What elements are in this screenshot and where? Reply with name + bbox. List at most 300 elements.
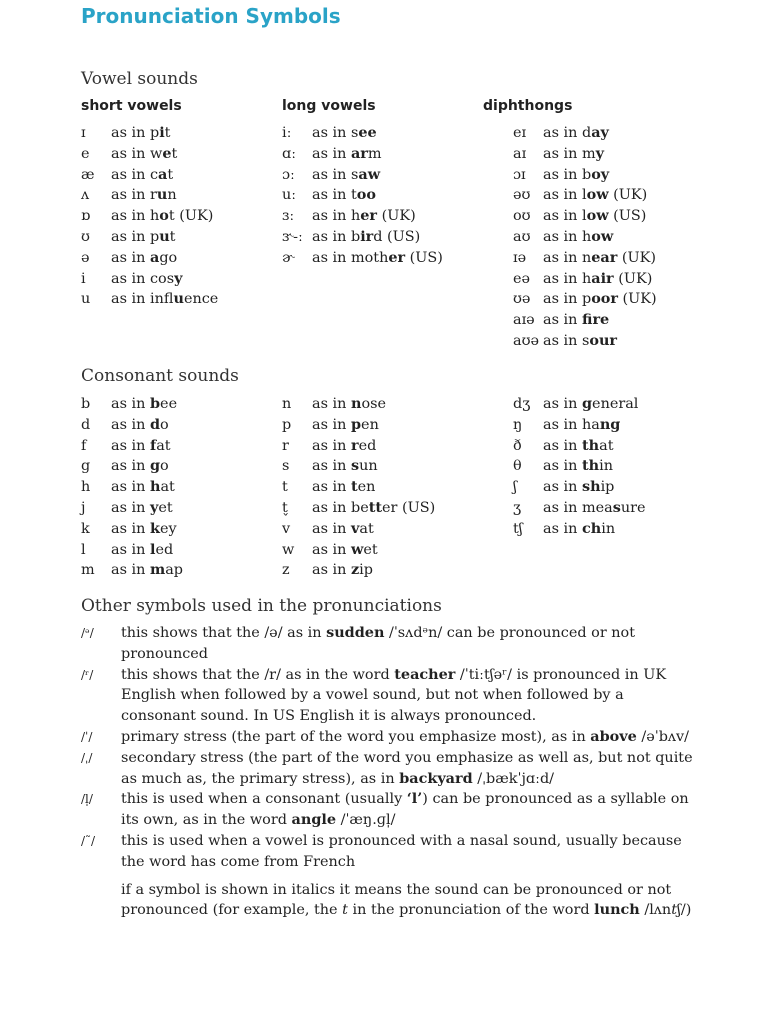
ipa-symbol: ʃ [513,479,517,496]
text-run: o [160,416,169,433]
example-word [543,206,646,227]
text-run: be [350,499,369,516]
text-run: p [149,228,160,245]
example-prefix: as in [543,520,582,537]
text-run: s [350,125,359,141]
ipa-symbol: əʊ [513,187,531,204]
page-title: Pronunciation Symbols [81,4,341,28]
example-word [111,206,213,227]
text-run: /lʌn [639,902,672,919]
example-prefix: as in [543,145,582,162]
text-run: r [350,436,359,454]
example-word [111,498,173,519]
ipa-symbol: ɪ [81,125,86,141]
example-prefix: as in [543,228,582,245]
ipa-symbol: aʊ [513,228,531,245]
text-run: t [171,145,178,162]
other-symbol-row [81,665,701,727]
example-prefix: as in [312,458,351,475]
ipa-symbol: ð [513,437,522,454]
text-run: at [359,520,374,537]
other-symbols-heading: Other symbols used in the pronunciations [81,596,442,616]
text-run: angle [291,811,337,829]
other-symbol: /ˌ/ [81,750,93,765]
ipa-symbol: z [282,562,290,579]
example-prefix: as in [312,166,351,183]
ipa-symbol: aɪ [513,145,527,162]
example-word [312,477,375,498]
example-prefix: as in [312,541,351,558]
example-prefix: as in [111,145,150,162]
ipa-symbol: v [282,520,291,537]
ipa-symbol: ɜː [282,208,295,225]
example-prefix: as in [111,208,150,225]
ipa-symbol: k [81,520,90,537]
example-word [312,519,374,540]
text-run: y [595,144,605,162]
diphthongs-heading: diphthongs [483,98,573,114]
text-run: this is used when a vowel is pronounced with a nasal sound, usually because the word has come from French [121,832,682,870]
text-run: f [149,436,157,454]
text-run: ‘l’ [406,790,423,808]
text-run: o [159,207,169,225]
ipa-symbol: uː [282,187,297,204]
ipa-symbol: t [282,479,288,496]
text-run: (UK) [174,208,214,225]
example-word [312,227,420,248]
ipa-symbol: eɪ [513,125,527,141]
example-word [543,394,638,415]
text-run: ha [581,416,600,433]
ipa-symbol: w [282,541,295,558]
text-run: cos [149,270,175,287]
other-symbol-row [81,748,701,790]
other-symbol-description [121,831,701,873]
ipa-symbol: t̬ [282,499,288,516]
text-run: (UK) [608,187,648,204]
text-run: (UK) [613,270,653,287]
example-word [543,415,620,436]
text-run: w [350,540,364,558]
example-prefix: as in [543,208,582,225]
text-run: ow [586,186,609,204]
ipa-symbol: s [282,458,290,475]
text-run: ʃ/) [677,902,692,919]
text-run: moth [350,249,389,266]
other-symbol-description [121,727,701,748]
example-prefix: as in [111,228,150,245]
text-run: er (US) [382,499,436,516]
ipa-symbol: aɪə [513,312,535,329]
example-word [111,144,177,165]
ipa-symbol: ɔɪ [513,166,526,183]
text-run: p [149,125,160,141]
text-run: ch [581,519,602,537]
text-run: v [350,519,360,537]
text-run: t [350,478,358,496]
ipa-symbol: ɪə [513,249,527,266]
text-run: ) can be pronounced as a syllable on its own, as in the word [121,791,689,829]
text-run: l [581,208,587,225]
vowel-sounds-heading: Vowel sounds [81,69,198,89]
text-run: lunch [594,901,640,919]
text-run: this shows that the /ə/ as in [121,625,327,641]
text-run: aw [358,165,381,183]
text-run: (UK) [617,291,657,308]
example-word [312,123,377,144]
ipa-symbol: ɝ-ː [282,228,303,245]
other-symbol: /ʳ/ [81,667,94,682]
text-run: b [350,228,361,245]
text-run: h [149,208,160,225]
text-run: (UK) [617,249,657,266]
text-run: w [149,145,163,162]
example-prefix: as in [111,562,150,579]
ipa-symbol: θ [513,458,522,475]
example-word [111,436,171,457]
text-run: c [149,166,159,183]
text-run: ay [591,124,609,141]
example-prefix: as in [312,249,351,266]
text-run: if a symbol is shown in italics it means the sound can be pronounced or not pronounced (for example, the [121,881,672,919]
text-run: s [581,332,590,349]
example-prefix: as in [543,416,582,433]
example-prefix: as in [312,520,351,537]
text-run: r [149,187,157,204]
text-run: ence [183,291,219,308]
example-prefix: as in [312,499,351,516]
example-word [312,540,378,561]
text-run: b [581,166,592,183]
text-run: ar [350,144,368,162]
example-word [543,123,609,144]
text-run: in [601,520,616,537]
text-run: u [159,227,170,245]
example-word [111,269,182,290]
example-prefix: as in [312,228,351,245]
text-run: a [149,248,160,266]
text-run: this is used when a consonant (usually [121,791,407,808]
other-symbol: /ᵊ/ [81,626,94,640]
example-word [111,165,173,186]
ipa-symbol: u [81,291,91,308]
example-prefix: as in [312,479,351,496]
example-word [543,310,609,331]
other-symbol-row [81,623,701,665]
text-run: th [581,457,600,475]
ipa-symbol: oʊ [513,208,531,225]
example-word [312,415,379,436]
example-prefix: as in [543,479,582,496]
example-prefix: as in [543,166,582,183]
other-symbol-row [81,789,701,831]
text-run: m [581,145,596,162]
text-run: ip [600,479,615,496]
example-word [543,519,615,540]
text-run: go [159,249,178,266]
example-prefix: as in [111,541,150,558]
text-run: d [149,415,161,433]
example-word [312,456,378,477]
example-prefix: as in [111,270,150,287]
text-run: t [342,902,348,919]
example-prefix: as in [111,291,150,308]
example-word [543,331,617,352]
ipa-symbol: iː [282,125,292,141]
example-word [543,289,657,310]
example-word [111,289,218,310]
text-run: ose [361,396,387,412]
example-word [543,185,647,206]
example-word [543,144,604,165]
text-run: ure [620,499,646,516]
text-run: u [173,290,184,308]
example-prefix: as in [111,458,150,475]
example-word [111,227,175,248]
text-run: en [357,479,376,496]
text-run: s [350,166,359,183]
example-prefix: as in [111,187,150,204]
text-run: th [581,436,600,454]
text-run: t [164,125,171,141]
text-run: /ˈæŋ.ɡl̩/ [336,812,396,829]
example-prefix: as in [111,396,150,412]
ipa-symbol: ɔː [282,166,295,183]
text-run: (US) [405,249,443,266]
text-run: sh [581,478,601,496]
text-run: er [360,207,378,225]
short-vowels-heading: short vowels [81,98,182,114]
example-prefix: as in [111,249,150,266]
text-run: secondary stress (the part of the word you emphasize as well as, but not quite as much as, the primary stress), as in [121,749,693,787]
ipa-symbol: j [81,499,86,516]
example-prefix: as in [111,520,150,537]
example-prefix: as in [312,562,351,579]
text-run: in [599,458,613,475]
text-run: (UK) [377,208,416,225]
text-run: ir [360,227,374,245]
ipa-symbol: p [282,416,292,433]
text-run: teacher [394,665,456,683]
text-run: backyard [399,769,473,787]
text-run: ee [358,124,377,141]
text-run: g [149,457,161,475]
ipa-symbol: ɑː [282,145,297,162]
example-word [312,394,386,415]
ipa-symbol: tʃ [513,520,523,537]
example-word [312,248,443,269]
text-run: er [388,248,406,266]
example-word [111,248,177,269]
ipa-symbol: n [282,396,292,412]
example-prefix: as in [111,437,150,454]
text-run: n [167,187,177,204]
example-prefix: as in [111,479,150,496]
ipa-symbol: æ [81,166,95,183]
ipa-symbol: ə [81,249,90,266]
text-run: k [149,519,160,537]
text-run: t [350,187,357,204]
text-run: t [671,902,677,919]
text-run: h [581,270,592,287]
text-run: mea [581,499,613,516]
example-prefix: as in [543,499,582,516]
text-run: ap [165,562,184,579]
text-run: p [581,291,592,308]
example-prefix: as in [543,291,582,308]
text-run: /ˌbækˈjɑːd/ [472,770,555,787]
example-prefix: as in [543,332,582,349]
other-symbols-list [81,623,701,921]
other-symbol: /l̩/ [81,792,93,807]
example-word [111,540,173,561]
ipa-symbol: i [81,270,86,287]
text-run: /ˈsʌdᵊn/ can be pronounced or not pronounced [121,625,635,662]
ipa-symbol: b [81,396,91,412]
example-word [111,456,169,477]
text-run: h [350,208,361,225]
ipa-symbol: ʊə [513,291,531,308]
text-run: h [149,478,161,496]
ipa-symbol: ʊ [81,228,90,245]
other-symbol-row [81,831,701,873]
example-prefix: as in [312,437,351,454]
text-run: y [174,269,183,287]
example-prefix: as in [111,499,150,516]
text-run: t [168,208,175,225]
ipa-symbol: m [81,562,95,579]
example-prefix: as in [543,270,582,287]
example-word [111,560,183,581]
ipa-symbol: aʊə [513,332,540,349]
text-run: ey [159,520,177,537]
ipa-symbol: f [81,437,87,454]
other-symbol-description [121,789,701,831]
italics-note [121,880,701,922]
text-run: in the pronunciation of the word [347,902,595,919]
text-run: /ˈtiːtʃəʳ/ is pronounced in UK English when followed by a vowel sound, but not when followed by a consonant sound. In US English it is always pronounced. [121,666,667,725]
example-prefix: as in [543,458,582,475]
text-run: oy [591,165,610,183]
text-run: eneral [592,396,639,412]
text-run: ear [591,248,618,266]
text-run: l [149,540,156,558]
ipa-symbol: ɒ [81,208,91,225]
text-run: t [169,228,176,245]
ipa-symbol: ɚ [282,249,295,266]
other-symbol-row [81,727,701,748]
text-run: oor [591,290,618,308]
example-prefix: as in [312,187,351,204]
example-prefix: as in [543,312,582,329]
text-run: (US) [608,208,647,225]
example-word [312,206,416,227]
ipa-symbol: h [81,479,91,496]
text-run: fire [581,311,610,329]
ipa-symbol: e [81,145,90,162]
example-prefix: as in [111,166,150,183]
example-prefix: as in [312,208,351,225]
ipa-symbol: ʒ [513,499,522,516]
example-prefix: as in [543,187,582,204]
example-word [111,123,170,144]
text-run: ed [155,541,174,558]
text-run: m [149,561,166,579]
example-word [543,477,614,498]
text-run: u [156,186,168,204]
consonant-sounds-heading: Consonant sounds [81,366,239,386]
ipa-symbol: ʌ [81,187,90,204]
example-word [543,456,613,477]
text-run: /əˈbʌv/ [636,728,690,745]
text-run: a [158,165,168,183]
text-run: z [350,561,360,579]
example-word [111,185,177,206]
ipa-symbol: r [282,437,289,454]
text-run: i [159,124,165,141]
example-word [312,165,380,186]
text-run: m [367,145,382,162]
example-word [543,227,613,248]
long-vowels-heading: long vowels [282,98,376,114]
other-symbol-description [121,748,701,790]
example-word [111,519,177,540]
example-word [312,498,435,519]
example-prefix: as in [543,437,582,454]
example-prefix: as in [111,125,150,141]
text-run: air [591,269,614,287]
example-prefix: as in [312,125,351,141]
text-run: p [350,415,362,433]
example-word [543,269,652,290]
text-run: above [590,727,637,745]
text-run: n [350,395,362,412]
ipa-symbol: l [81,541,86,558]
text-run: y [149,498,159,516]
text-run: et [363,541,378,558]
text-run: n [581,249,592,266]
text-run: d (US) [373,228,421,245]
text-run: t [167,166,174,183]
text-run: at [599,437,614,454]
text-run: ow [591,227,614,245]
text-run: d [581,125,592,141]
text-run: tt [368,498,383,516]
example-prefix: as in [312,396,351,412]
other-symbol: /˜/ [81,833,96,848]
text-run: at [160,479,175,496]
text-run: g [581,395,593,412]
example-word [312,560,373,581]
text-run: o [160,458,169,475]
example-prefix: as in [543,396,582,412]
text-run: h [581,228,592,245]
ipa-symbol: d [81,416,91,433]
example-word [543,436,613,457]
text-run: s [612,498,621,516]
ipa-symbol: eə [513,270,531,287]
example-word [543,248,656,269]
text-run: our [589,331,618,349]
text-run: ow [586,207,609,225]
example-prefix: as in [312,145,351,162]
text-run: s [350,457,360,475]
ipa-symbol: g [81,458,91,475]
text-run: sudden [326,624,385,641]
example-word [543,165,609,186]
text-run: ed [358,437,377,454]
example-word [111,477,175,498]
